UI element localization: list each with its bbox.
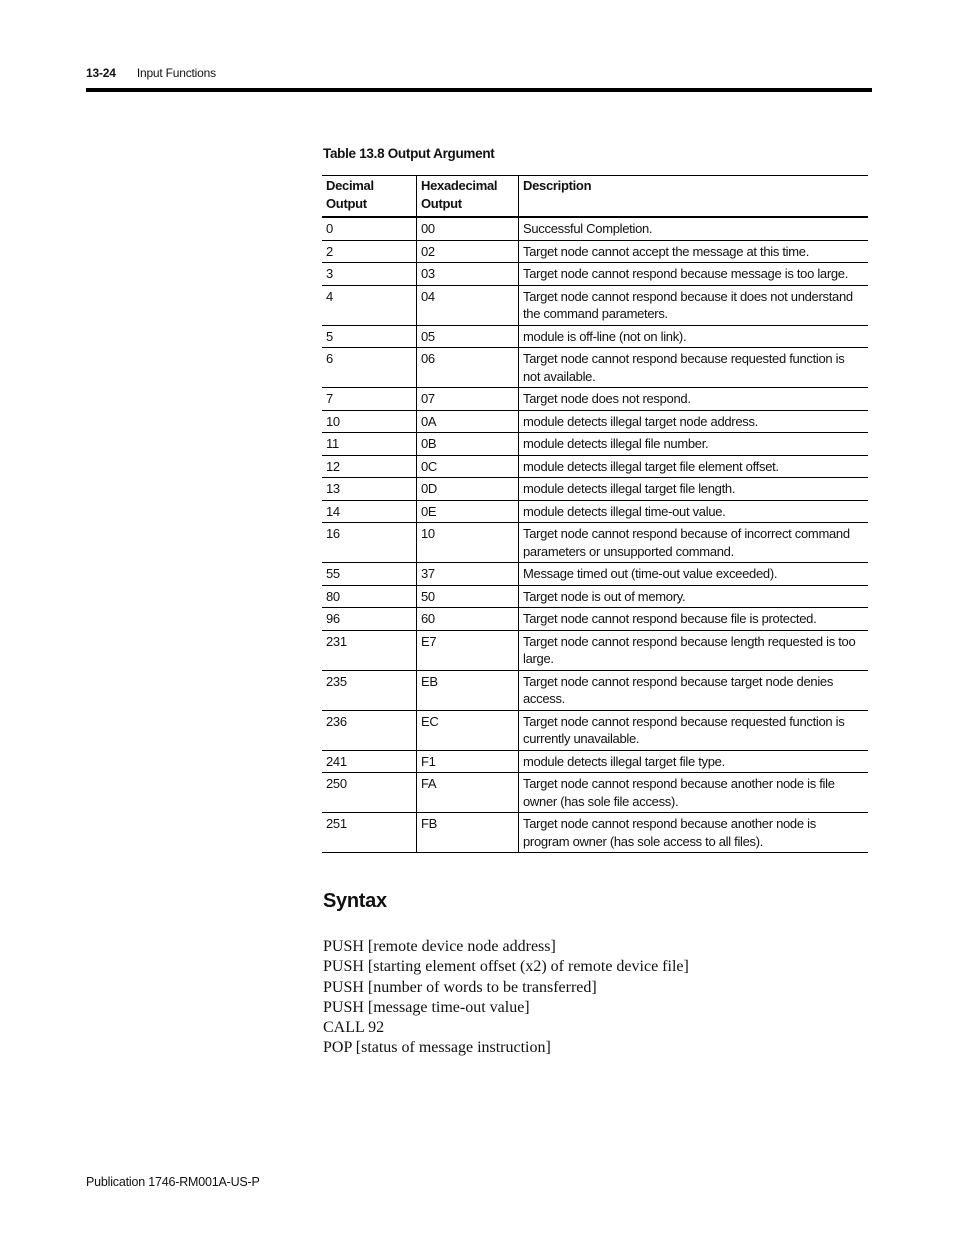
syntax-line: CALL 92 — [323, 1019, 385, 1037]
cell-description: module detects illegal target node address. — [519, 410, 869, 433]
running-header — [86, 66, 216, 80]
cell-decimal: 55 — [326, 566, 340, 581]
cell-decimal: 13 — [326, 481, 340, 496]
cell-decimal: 2 — [326, 243, 333, 259]
cell-hexadecimal: 03 — [417, 263, 519, 286]
table-row — [322, 263, 868, 286]
cell-hexadecimal: 04 — [417, 285, 519, 325]
cell-description: Target node cannot respond because it does not understand the command parameters. — [519, 285, 869, 325]
cell-description: Target node does not respond. — [519, 388, 869, 411]
cell-hexadecimal: 37 — [417, 563, 519, 586]
table-row — [322, 325, 868, 348]
cell-hexadecimal: 07 — [417, 388, 519, 411]
cell-description: module detects illegal target file length. — [519, 478, 869, 501]
cell-description: module detects illegal file number. — [519, 433, 869, 456]
cell-hexadecimal: 02 — [417, 240, 519, 263]
cell-hexadecimal: 60 — [417, 608, 519, 631]
output-argument-table — [322, 175, 868, 853]
cell-decimal: 96 — [326, 611, 340, 626]
header-rule — [86, 88, 872, 92]
cell-decimal: 14 — [326, 503, 340, 519]
table-header-row — [322, 176, 868, 218]
table-row — [322, 630, 868, 670]
table-row — [322, 455, 868, 478]
cell-description: Target node cannot respond because requested function is currently unavailable. — [519, 710, 869, 750]
cell-decimal: 6 — [326, 351, 333, 366]
cell-hexadecimal: 05 — [417, 325, 519, 348]
syntax-code-block — [323, 937, 689, 1059]
syntax-line: PUSH [message time-out value] — [323, 998, 530, 1016]
table-row — [322, 585, 868, 608]
syntax-line: PUSH [starting element offset (x2) of remote device file] — [323, 958, 689, 976]
cell-hexadecimal: 00 — [417, 217, 519, 240]
cell-decimal: 11 — [326, 436, 339, 451]
cell-decimal: 80 — [326, 588, 340, 604]
cell-decimal: 241 — [326, 753, 347, 769]
syntax-line: PUSH [number of words to be transferred] — [323, 978, 597, 996]
cell-decimal: 250 — [326, 776, 347, 791]
cell-decimal: 10 — [326, 413, 340, 429]
cell-description: Target node cannot respond because another node is program owner (has sole access to all files). — [519, 813, 869, 853]
cell-decimal: 235 — [326, 673, 347, 689]
cell-hexadecimal: 0B — [417, 433, 519, 456]
table-row — [322, 348, 868, 388]
page-number: 13-24 — [86, 66, 116, 80]
cell-decimal: 231 — [326, 633, 347, 649]
cell-description: Target node cannot accept the message at this time. — [519, 240, 869, 263]
syntax-line: PUSH [remote device node address] — [323, 938, 556, 955]
table-row — [322, 240, 868, 263]
table-row — [322, 563, 868, 586]
table-row — [322, 217, 868, 240]
cell-description: Target node cannot respond because length requested is too large. — [519, 630, 869, 670]
cell-hexadecimal: FB — [417, 813, 519, 853]
cell-description: module detects illegal target file element offset. — [519, 455, 869, 478]
cell-hexadecimal: 10 — [417, 523, 519, 563]
cell-hexadecimal: EC — [417, 710, 519, 750]
cell-hexadecimal: EB — [417, 670, 519, 710]
table-row — [322, 478, 868, 501]
table-row — [322, 500, 868, 523]
cell-decimal: 12 — [326, 458, 340, 474]
table-row — [322, 813, 868, 853]
cell-description: Target node cannot respond because another node is file owner (has sole file access). — [519, 773, 869, 813]
cell-description: module detects illegal time-out value. — [519, 500, 869, 523]
cell-description: Target node cannot respond because file is protected. — [519, 608, 869, 631]
cell-hexadecimal: 50 — [417, 585, 519, 608]
cell-description: Target node cannot respond because requested function is not available. — [519, 348, 869, 388]
table-row — [322, 285, 868, 325]
cell-hexadecimal: 0C — [417, 455, 519, 478]
cell-description: Target node is out of memory. — [519, 585, 869, 608]
cell-description: module detects illegal target file type. — [519, 750, 869, 773]
table-row — [322, 433, 868, 456]
cell-decimal: 16 — [326, 526, 340, 541]
cell-decimal: 7 — [326, 391, 333, 406]
table-row — [322, 523, 868, 563]
syntax-line: POP [status of message instruction] — [323, 1039, 551, 1057]
cell-description: Successful Completion. — [519, 217, 869, 240]
cell-decimal: 3 — [326, 266, 333, 281]
table-row — [322, 388, 868, 411]
table-row — [322, 710, 868, 750]
cell-decimal: 236 — [326, 713, 347, 729]
table-caption: Table 13.8 Output Argument — [323, 146, 495, 161]
cell-description: Target node cannot respond because of incorrect command parameters or unsupported command. — [519, 523, 869, 563]
cell-hexadecimal: E7 — [417, 630, 519, 670]
column-header-decimal: Decimal Output — [326, 178, 374, 211]
table-row — [322, 608, 868, 631]
cell-description: Target node cannot respond because message is too large. — [519, 263, 869, 286]
cell-hexadecimal: 0E — [417, 500, 519, 523]
cell-hexadecimal: F1 — [417, 750, 519, 773]
cell-description: Message timed out (time-out value exceeded). — [519, 563, 869, 586]
cell-decimal: 5 — [326, 328, 333, 344]
cell-description: Target node cannot respond because target node denies access. — [519, 670, 869, 710]
cell-hexadecimal: 0A — [417, 410, 519, 433]
table-row — [322, 773, 868, 813]
cell-hexadecimal: 0D — [417, 478, 519, 501]
cell-hexadecimal: 06 — [417, 348, 519, 388]
column-header-description: Description — [519, 176, 869, 218]
syntax-heading: Syntax — [323, 890, 387, 912]
table-body — [322, 217, 868, 853]
section-title: Input Functions — [136, 66, 216, 80]
cell-description: module is off-line (not on link). — [519, 325, 869, 348]
cell-decimal: 4 — [326, 288, 333, 304]
footer-publication: Publication 1746-RM001A-US-P — [86, 1175, 260, 1189]
cell-decimal: 251 — [326, 816, 347, 831]
column-header-hexadecimal: Hexadecimal Output — [417, 176, 519, 218]
table-row — [322, 750, 868, 773]
cell-decimal: 0 — [326, 221, 333, 236]
table-row — [322, 410, 868, 433]
cell-hexadecimal: FA — [417, 773, 519, 813]
table-row — [322, 670, 868, 710]
